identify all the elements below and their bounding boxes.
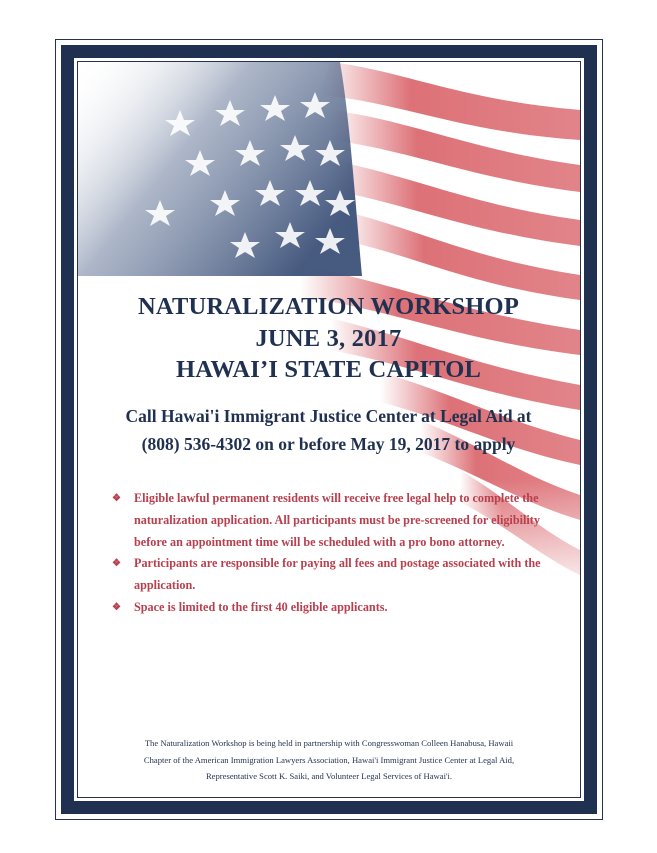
diamond-bullet-icon: ❖ [112, 558, 121, 570]
call-to-action-line-2: (808) 536-4302 on or before May 19, 2017 to apply [141, 434, 516, 454]
info-bullet-list [112, 488, 574, 619]
call-to-action-line-1: Call Hawai'i Immigrant Justice Center at Legal Aid at [125, 406, 532, 426]
workshop-date: JUNE 3, 2017 [255, 325, 402, 352]
bullet-text: Space is limited to the first 40 eligible applicants. [134, 599, 388, 614]
bullet-text: Participants are responsible for paying all fees and postage associated with the application. [134, 556, 541, 593]
diamond-bullet-icon: ❖ [112, 601, 121, 613]
bullet-item-space-limit [112, 597, 574, 619]
partnership-footer [110, 735, 548, 785]
workshop-location: HAWAI’I STATE CAPITOL [175, 356, 482, 383]
flag-blue-canton [78, 62, 362, 276]
footer-line-1: The Naturalization Workshop is being held in partnership with Congresswoman Colleen Hanabusa, Hawaii [144, 738, 514, 748]
bullet-item-fees [112, 553, 574, 597]
bullet-item-eligibility [112, 488, 574, 553]
footer-line-2: Chapter of the American Immigration Lawyers Association, Hawai'i Immigrant Justice Center at Legal Aid, [143, 754, 515, 765]
bullet-text: Eligible lawful permanent residents will receive free legal help to complete the naturalization application. All participants must be pre-screened for eligibility before an appointment time will be scheduled with a pro bono attorney. [134, 491, 540, 549]
footer-line-3: Representative Scott K. Saiki, and Volunteer Legal Services of Hawai'i. [205, 771, 453, 781]
diamond-bullet-icon: ❖ [112, 493, 121, 504]
workshop-title: NATURALIZATION WORKSHOP [137, 293, 519, 320]
